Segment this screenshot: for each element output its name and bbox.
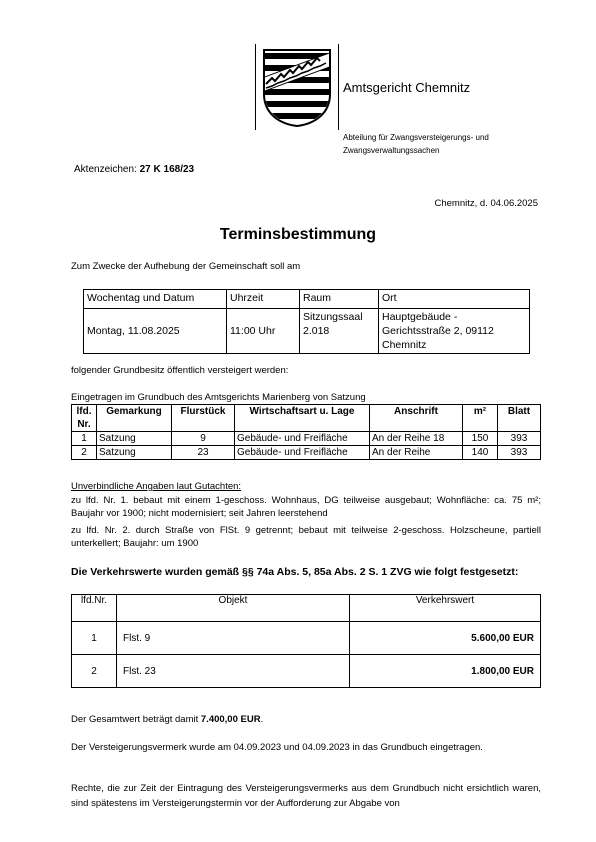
values-row [72,622,541,655]
file-label: Aktenzeichen: [74,164,137,175]
parcels-cell: 140 [463,446,498,460]
values-row [72,655,541,688]
values-table [71,594,541,688]
parcels-header-row [72,405,541,432]
values-header-cell: Verkehrswert [350,595,541,622]
parcels-cell: 2 [72,446,97,460]
parcels-cell: 23 [172,446,235,460]
parcels-header-cell: Wirtschaftsart u. Lage [235,405,370,432]
parcels-table [71,404,541,460]
values-header-cell: Objekt [117,595,350,622]
file-reference [74,164,194,175]
parcels-cell: An der Reihe [370,446,463,460]
values-cell: Flst. 23 [117,655,350,688]
parcels-header-cell: m² [463,405,498,432]
department-line-2: Zwangsverwaltungssachen [343,146,440,155]
total-value-text [71,713,263,726]
values-cell: 1 [72,622,117,655]
department-line-1: Abteilung für Zwangsversteigerungs- und [343,133,489,142]
expertise-text-1: zu lfd. Nr. 1. bebaut mit einem 1-geschoss. Wohnhaus, DG teilweise ausgebaut; Wohnfläche: ca. 75 m²; Baujahr vor 1900; nicht modernisiert; seit Jahren leerstehend [71,495,541,519]
values-cell: 5.600,00 EUR [350,622,541,655]
schedule-header-cell: Uhrzeit [227,290,300,309]
values-header-row [72,595,541,622]
parcels-cell: 9 [172,432,235,446]
expertise-text-2: zu lfd. Nr. 2. durch Straße von FlSt. 9 getrennt; bebaut mit teilweise 2-geschoss. Holzscheune, partiell unterkellert; Baujahr: um 1900 [71,525,541,549]
header-divider-left [255,44,256,130]
schedule-header-row [84,290,530,309]
schedule-cell: Hauptgebäude - Gerichtsstraße 2, 09112 Chemnitz [379,309,530,354]
total-prefix: Der Gesamtwert beträgt damit [71,714,201,725]
schedule-table [83,289,530,354]
register-line: Eingetragen im Grundbuch des Amtsgerichts Marienberg von Satzung [71,392,366,403]
parcels-cell: Satzung [97,446,172,460]
parcels-row [72,432,541,446]
schedule-header-cell: Ort [379,290,530,309]
parcels-cell: 1 [72,432,97,446]
parcels-cell: Gebäude- und Freifläche [235,446,370,460]
parcels-header-cell: Anschrift [370,405,463,432]
paragraph-registration-note: Der Versteigerungsvermerk wurde am 04.09.2023 und 04.09.2023 in das Grundbuch eingetragen. [71,742,483,753]
parcels-header-cell: Blatt [498,405,541,432]
following-text: folgender Grundbesitz öffentlich versteigert werden: [71,365,289,376]
parcels-cell: Gebäude- und Freifläche [235,432,370,446]
place-date: Chemnitz, d. 04.06.2025 [434,198,538,209]
saxony-coat-of-arms-emblem [262,48,332,128]
paragraph-rights: Rechte, die zur Zeit der Eintragung des Versteigerungsvermerks aus dem Grundbuch nicht ersichtlich waren, sind spätestens im Versteigerungstermin vor der Aufforderung zur Abgabe von [71,783,541,809]
parcels-cell: 393 [498,432,541,446]
values-cell: 2 [72,655,117,688]
values-header-cell: lfd.Nr. [72,595,117,622]
schedule-cell: Montag, 11.08.2025 [84,309,227,354]
court-name: Amtsgericht Chemnitz [343,80,471,95]
parcels-header-cell: lfd. Nr. [72,405,97,432]
schedule-cell: Sitzungssaal 2.018 [300,309,379,354]
file-number: 27 K 168/23 [139,164,195,175]
values-cell: Flst. 9 [117,622,350,655]
parcels-header-cell: Flurstück [172,405,235,432]
schedule-header-cell: Raum [300,290,379,309]
parcels-cell: 393 [498,446,541,460]
document-title: Terminsbestimmung [219,226,377,243]
parcels-cell: 150 [463,432,498,446]
total-amount: 7.400,00 EUR [200,714,261,725]
value-heading: Die Verkehrswerte wurden gemäß §§ 74a Abs. 5, 85a Abs. 2 S. 1 ZVG wie folgt festgesetzt: [71,566,519,578]
header-divider-right [338,44,339,130]
parcels-cell: An der Reihe 18 [370,432,463,446]
values-cell: 1.800,00 EUR [350,655,541,688]
parcels-header-cell: Gemarkung [97,405,172,432]
schedule-header-cell: Wochentag und Datum [84,290,227,309]
expertise-heading: Unverbindliche Angaben laut Gutachten: [71,481,242,492]
total-suffix: . [260,714,264,725]
parcels-row [72,446,541,460]
parcels-cell: Satzung [97,432,172,446]
intro-text: Zum Zwecke der Aufhebung der Gemeinschaft soll am [71,261,301,272]
schedule-row [84,309,530,354]
schedule-cell: 11:00 Uhr [227,309,300,354]
